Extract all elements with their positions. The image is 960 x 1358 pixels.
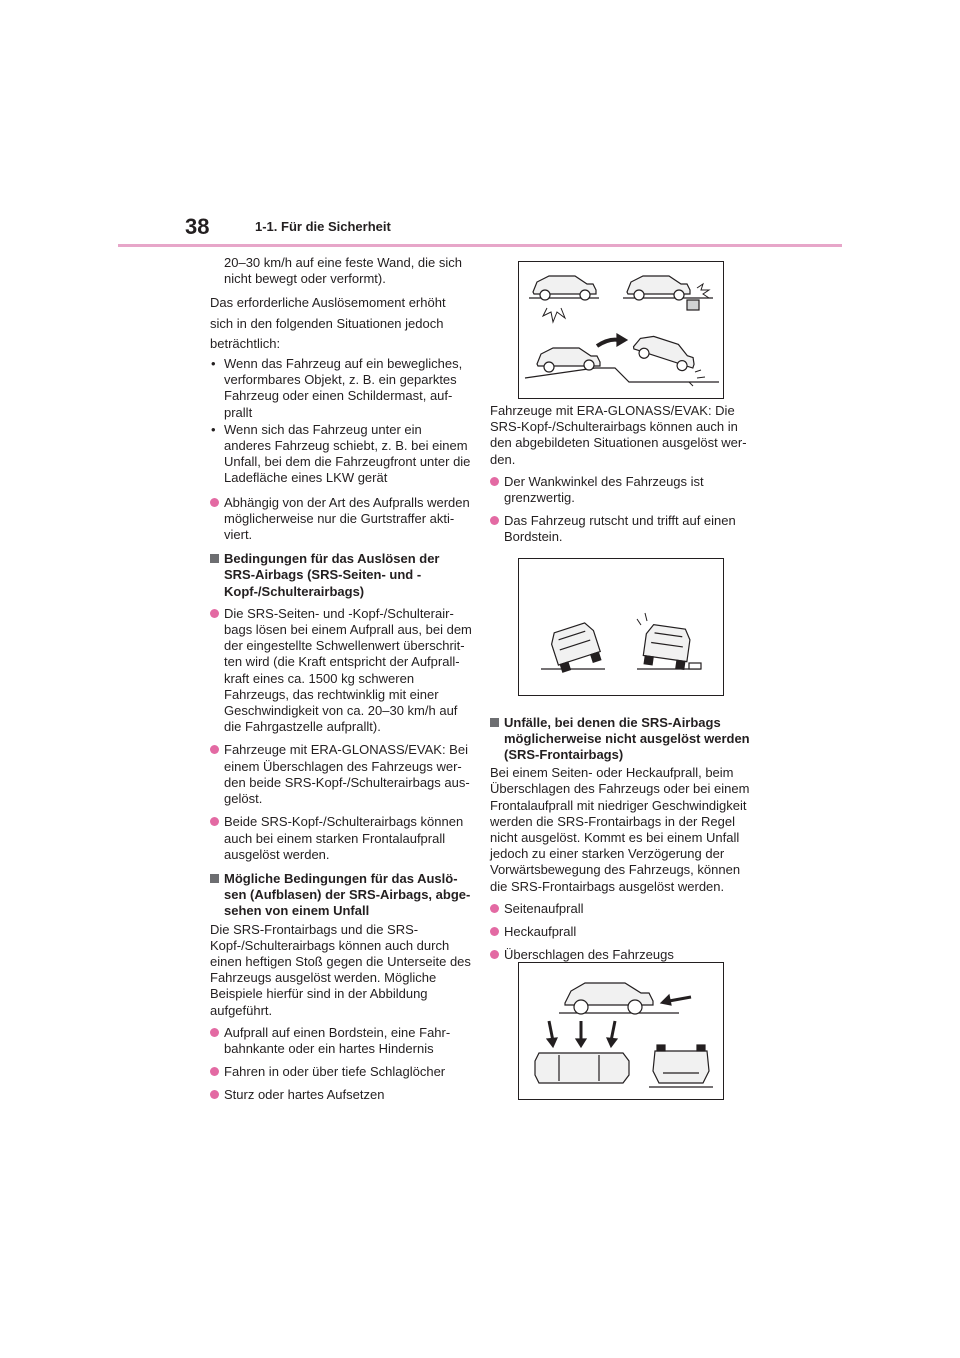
list-item — [210, 356, 472, 421]
subheading — [490, 715, 752, 764]
list-item — [210, 606, 472, 736]
pink-bullet-icon — [210, 817, 219, 826]
pink-bullet-icon — [490, 516, 499, 525]
left-column — [210, 255, 472, 1111]
pink-bullet-icon — [210, 1028, 219, 1037]
paragraph: Die SRS-Frontairbags und die SRS-Kopf-/Schulterairbags können auch durch einen heftigen Stoß gegen die Unterseite des Fahrzeugs ausgelöst werden. Mögliche Beispiele hierfür sind in der Abbildung aufgeführt. — [210, 921, 471, 1018]
list-item-text: Der Wankwinkel des Fahrzeugs ist grenzwertig. — [504, 473, 704, 506]
list-item-text: Sturz oder hartes Aufsetzen — [224, 1087, 385, 1103]
list-item-text: Wenn sich das Fahrzeug unter ein anderes Fahrzeug schiebt, z. B. bei einem Unfall, bei dem die Fahrzeugfront unter die Ladefläche eines LKW gerät — [224, 421, 471, 486]
list-item-text: Fahrzeuge mit ERA-GLONASS/EVAK: Bei einem Überschlagen des Fahrzeugs werden beide SRS-Kopf-/Schulterairbags ausgelöst. — [224, 742, 470, 807]
list-item-text: Heckaufprall — [504, 924, 577, 940]
list-item-text: Die SRS-Seiten- und -Kopf-/Schulterairbags lösen bei einem Aufprall aus, bei dem der eingestellte Schwellenwert überschritten wird (die Kraft entspricht der Aufprallkraft eines ca. 1500 kg schweren Fahrzeugs, das rechtwinklig mit einer Geschwindigkeit von ca. 20–30 km/h auf die Fahrgastzelle aufprallt). — [224, 605, 472, 735]
intro-line: Das erforderliche Auslösemoment erhöht — [210, 295, 446, 311]
right-column — [490, 255, 752, 970]
list-item — [210, 422, 472, 487]
list-item-text: Seitenaufprall — [504, 900, 584, 916]
pink-bullet-icon — [490, 904, 499, 913]
car-collision-types-illustration — [519, 963, 723, 1099]
list-item-text: Das Fahrzeug rutscht und trifft auf einen Bordstein. — [504, 513, 736, 545]
pink-bullet-icon — [490, 950, 499, 959]
intro-line: beträchtlich: — [210, 335, 281, 351]
pink-bullet-icon — [210, 609, 219, 618]
page-number: 38 — [185, 214, 210, 239]
list-item — [210, 814, 472, 863]
list-item — [210, 1064, 472, 1080]
list-item — [210, 1025, 472, 1057]
pink-bullet-icon — [210, 1067, 219, 1076]
list-item — [210, 742, 472, 807]
intro-line: sich in den folgenden Situationen jedoch — [210, 315, 444, 331]
list-item — [490, 901, 752, 917]
paragraph: Fahrzeuge mit ERA-GLONASS/EVAK: Die SRS-Kopf-/Schulterairbags können auch in den abgebildeten Situationen ausgelöst werden. — [490, 403, 747, 467]
list-item-text: Beide SRS-Kopf-/Schulterairbags können auch bei einem starken Frontalaufprall ausgelöst werden. — [224, 814, 464, 862]
header-divider — [118, 244, 842, 247]
square-marker-icon — [210, 874, 219, 883]
continuation-text: 20–30 km/h auf eine feste Wand, die sich nicht bewegt oder verformt). — [224, 255, 462, 287]
list-item-text: Abhängig von der Art des Aufpralls werden möglicherweise nur die Gurtstraffer aktiviert. — [224, 494, 470, 543]
list-item-text: Fahren in oder über tiefe Schlaglöcher — [224, 1064, 446, 1080]
illustration-non-deployment — [518, 962, 724, 1100]
subheading — [210, 871, 472, 920]
list-item — [210, 495, 472, 544]
pink-bullet-icon — [210, 498, 219, 507]
pink-bullet-icon — [490, 477, 499, 486]
bullet-dot-icon: • — [211, 356, 216, 372]
square-marker-icon — [210, 554, 219, 563]
bullet-dot-icon: • — [211, 421, 216, 437]
list-item — [490, 947, 752, 963]
square-marker-icon — [490, 718, 499, 727]
pink-bullet-icon — [210, 745, 219, 754]
subheading-text: Mögliche Bedingungen für das Auslösen (Aufblasen) der SRS-Airbags, abgesehen von einem Unfall — [224, 870, 471, 919]
subheading-text: Unfälle, bei denen die SRS-Airbags möglicherweise nicht ausgelöst werden (SRS-Frontairbags) — [504, 714, 750, 763]
list-item-text: Überschlagen des Fahrzeugs — [504, 947, 674, 963]
list-item — [210, 1087, 472, 1103]
list-item — [490, 924, 752, 940]
pink-bullet-icon — [490, 927, 499, 936]
subheading — [210, 551, 472, 600]
list-item-text: Wenn das Fahrzeug auf ein bewegliches, verformbares Objekt, z. B. ein geparktes Fahrzeug oder einen Schildermast, aufprallt — [224, 356, 463, 420]
subheading-text: Bedingungen für das Auslösen der SRS-Airbags (SRS-Seiten- und -Kopf-/Schulterairbags) — [224, 551, 440, 599]
paragraph: Bei einem Seiten- oder Heckaufprall, beim Überschlagen des Fahrzeugs oder bei einem Frontalaufprall mit niedriger Geschwindigkeit werden die SRS-Frontairbags in der Regel nicht ausgelöst. Kommt es bei einem Unfall jedoch zu einer starken Verzögerung der Vorwärtsbewegung des Fahrzeugs, können die SRS-Frontairbags ausgelöst werden. — [490, 765, 750, 894]
list-item — [490, 474, 752, 506]
list-item — [490, 513, 752, 545]
list-item-text: Aufprall auf einen Bordstein, eine Fahrbahnkante oder ein hartes Hindernis — [224, 1024, 451, 1056]
section-title: 1-1. Für die Sicherheit — [255, 219, 391, 234]
pink-bullet-icon — [210, 1090, 219, 1099]
